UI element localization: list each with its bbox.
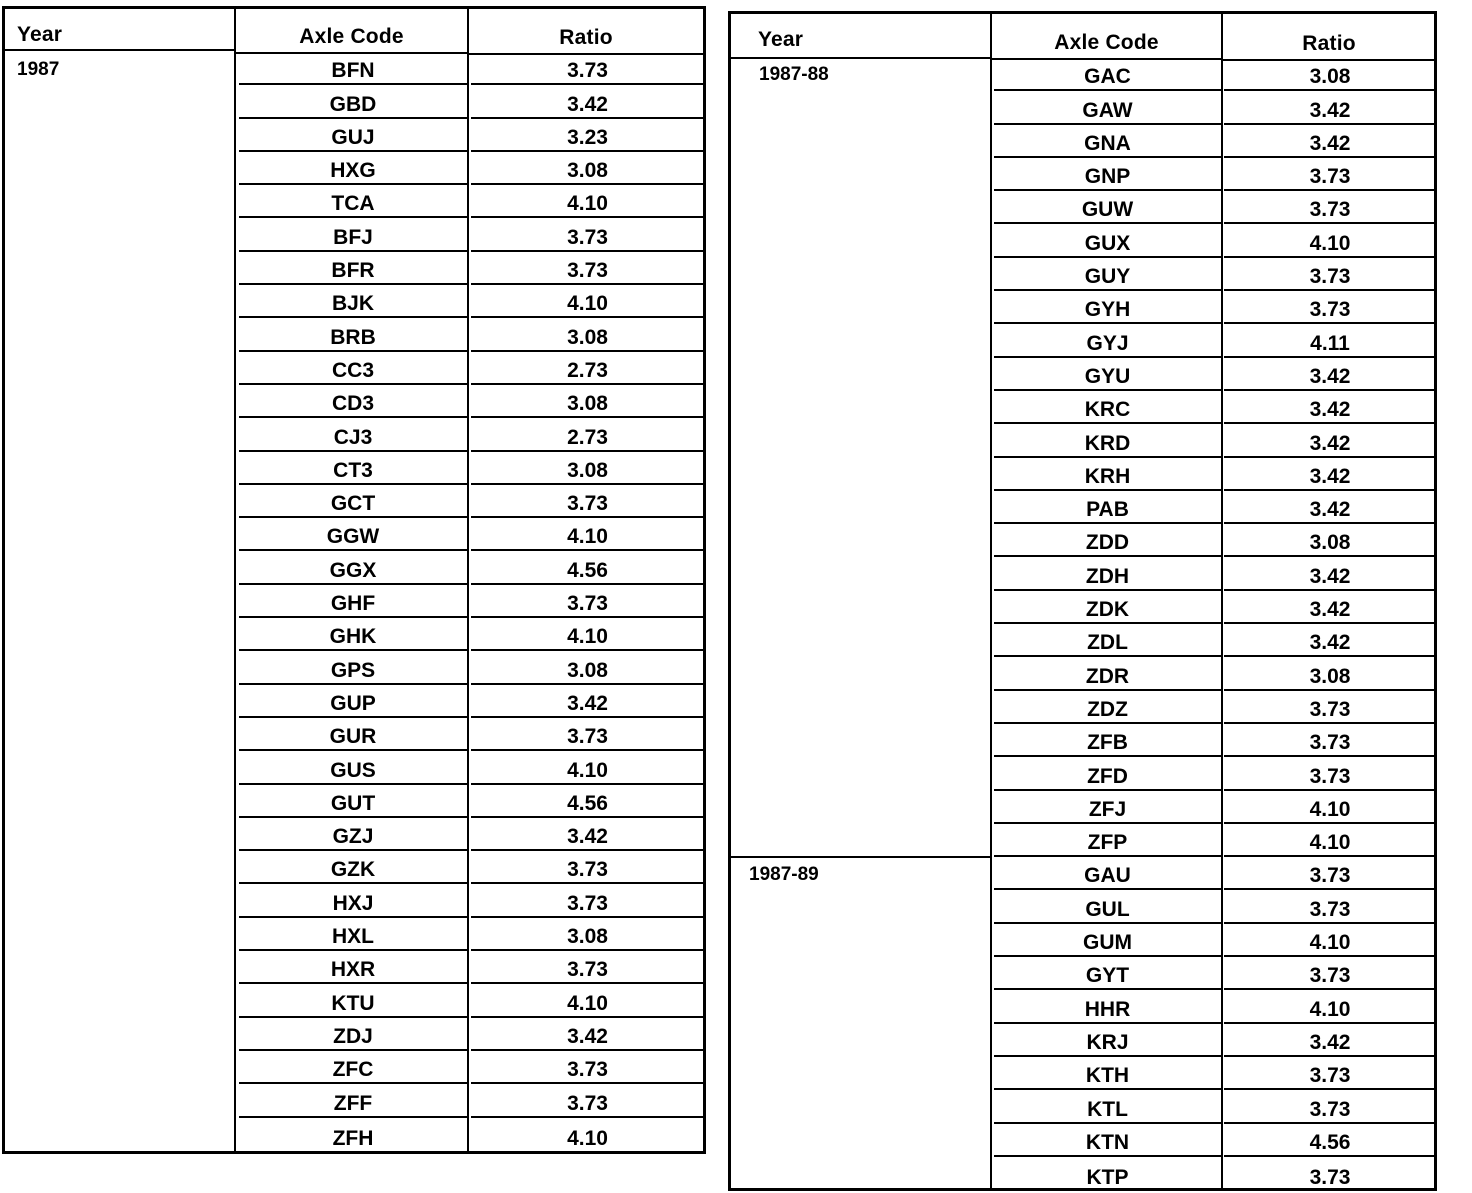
axle-code-cell: ZDR [994,660,1221,690]
axle-code-cell: ZDJ [239,1021,467,1051]
ratio-cell: 3.73 [1224,161,1436,191]
axle-code-cell: KTU [239,987,467,1017]
axle-code-cell: GYU [994,361,1221,391]
axle-code-cell: GCT [239,488,467,518]
table-row [992,427,1438,460]
ratio-cell: 4.10 [471,754,704,784]
ratio-cell: 3.42 [1224,560,1436,590]
axle-code-cell: GZK [239,854,467,884]
axle-code-cell: BFJ [239,221,467,251]
axle-code-cell: ZDZ [994,694,1221,724]
axle-code-cell: KTP [1086,1166,1129,1190]
ratio-cell: 3.08 [1224,527,1436,557]
axle-code-cell: CJ3 [239,421,467,451]
header-axle-code: Axle Code [299,25,404,48]
table-row [992,527,1438,560]
table-row [236,421,707,454]
year-group-label: 1987-89 [749,864,819,885]
table-row [992,1160,1438,1193]
axle-code-cell: GUP [239,688,467,718]
table-row [992,394,1438,427]
ratio-cell: 3.08 [471,921,704,951]
header-underline [236,52,467,54]
ratio-cell: 4.56 [471,554,704,584]
ratio-cell: 3.73 [471,1087,704,1117]
table-row [236,1054,707,1087]
table-row [236,654,707,687]
axle-code-cell: ZFF [239,1087,467,1117]
header-underline [731,57,990,59]
ratio-cell: 3.73 [1224,893,1436,923]
axle-code-cell: GYJ [994,327,1221,357]
ratio-cell: 4.10 [567,1126,608,1150]
ratio-cell: 3.73 [1224,1093,1436,1123]
table-row [236,88,707,121]
table-row [992,461,1438,494]
ratio-cell: 3.73 [1224,261,1436,291]
axle-code-cell: BFN [239,55,467,85]
table-row [236,721,707,754]
ratio-cell: 4.10 [471,521,704,551]
table-row [992,128,1438,161]
axle-code-cell: ZFP [994,827,1221,857]
table-row [992,794,1438,827]
table-row [992,327,1438,360]
table-row [992,294,1438,327]
ratio-cell: 3.73 [471,588,704,618]
ratio-cell: 3.08 [1224,660,1436,690]
table-row [236,1087,707,1120]
table-row [236,321,707,354]
axle-code-cell: GAU [994,860,1221,890]
ratio-cell: 3.08 [471,321,704,351]
axle-code-cell: GUJ [239,122,467,152]
table-row [992,194,1438,227]
axle-code-cell: GUM [994,927,1221,957]
axle-rows [236,55,707,1154]
ratio-cell: 3.73 [1224,294,1436,324]
axle-code-cell: GHF [239,588,467,618]
table-row [992,893,1438,926]
table-row [236,255,707,288]
ratio-cell: 3.42 [1224,94,1436,124]
axle-code-cell: GNA [994,128,1221,158]
table-row [992,694,1438,727]
axle-code-cell: HHR [994,993,1221,1023]
ratio-cell: 3.73 [471,887,704,917]
table-row [992,727,1438,760]
axle-code-cell: KRH [994,461,1221,491]
axle-ratio-table-left [2,6,706,1154]
header-underline [5,49,234,51]
axle-code-cell: GUR [239,721,467,751]
axle-code-cell: CT3 [239,455,467,485]
header-ratio: Ratio [1302,32,1356,55]
table-row [992,227,1438,260]
ratio-cell: 4.11 [1224,327,1436,357]
ratio-cell: 4.10 [471,987,704,1017]
axle-code-cell: KTN [994,1127,1221,1157]
axle-code-cell: GUL [994,893,1221,923]
axle-code-cell: ZFH [332,1126,374,1150]
ratio-cell: 4.10 [1224,827,1436,857]
table-row [992,660,1438,693]
axle-code-cell: GYT [994,960,1221,990]
axle-code-cell: KRD [994,427,1221,457]
ratio-cell: 3.73 [471,721,704,751]
table-row [236,488,707,521]
header-axle-code: Axle Code [1054,31,1159,54]
year-group-label: 1987 [17,59,60,80]
axle-code-cell: CC3 [239,355,467,385]
axle-code-cell: ZDH [994,560,1221,590]
table-row [236,521,707,554]
axle-code-cell: KTH [994,1060,1221,1090]
axle-code-cell: HXR [239,954,467,984]
ratio-cell: 3.42 [1224,427,1436,457]
axle-code-cell: BRB [239,321,467,351]
ratio-cell: 3.42 [1224,361,1436,391]
table-row [236,455,707,488]
table-row [236,887,707,920]
table-row [236,854,707,887]
table-row [992,1027,1438,1060]
table-row [236,388,707,421]
ratio-cell: 4.10 [471,288,704,318]
ratio-cell: 3.73 [1224,194,1436,224]
table-row [992,261,1438,294]
ratio-cell: 3.73 [471,854,704,884]
axle-code-cell: GAC [994,61,1221,91]
table-row [992,560,1438,593]
table-row [992,1127,1438,1160]
ratio-cell: 3.73 [471,954,704,984]
axle-code-cell: ZFD [994,760,1221,790]
ratio-cell: 3.42 [1224,128,1436,158]
axle-code-cell: KRJ [994,1027,1221,1057]
axle-code-cell: GNP [994,161,1221,191]
table-row [236,155,707,188]
table-row [236,754,707,787]
axle-code-cell: ZDD [994,527,1221,557]
axle-code-cell: KRC [994,394,1221,424]
table-row [992,1093,1438,1126]
axle-code-cell: GBD [239,88,467,118]
ratio-cell: 3.42 [1224,394,1436,424]
table-row [992,927,1438,960]
table-row [236,188,707,221]
table-row [992,993,1438,1026]
table-row [236,355,707,388]
header-year: Year [17,23,63,46]
ratio-cell: 3.73 [471,488,704,518]
ratio-cell: 3.73 [471,55,704,85]
ratio-cell: 3.73 [471,255,704,285]
table-row [236,588,707,621]
ratio-cell: 3.42 [1224,461,1436,491]
ratio-cell: 3.08 [471,155,704,185]
table-row [236,954,707,987]
axle-code-cell: GHK [239,621,467,651]
axle-code-cell: GPS [239,654,467,684]
axle-code-cell: GZJ [239,821,467,851]
ratio-cell: 2.73 [471,421,704,451]
axle-code-cell: BJK [239,288,467,318]
table-row [992,94,1438,127]
ratio-cell: 3.42 [471,88,704,118]
axle-code-cell: HXL [239,921,467,951]
axle-code-cell: ZFC [239,1054,467,1084]
table-row [992,627,1438,660]
axle-code-cell: GGW [239,521,467,551]
table-row [992,61,1438,94]
table-row [992,361,1438,394]
axle-code-cell: HXJ [239,887,467,917]
ratio-cell: 4.10 [1224,927,1436,957]
ratio-cell: 4.10 [471,188,704,218]
axle-code-cell: GUS [239,754,467,784]
header-ratio: Ratio [559,26,613,49]
table-row [992,960,1438,993]
ratio-cell: 3.08 [471,455,704,485]
ratio-cell: 3.08 [471,654,704,684]
axle-rows [992,61,1438,1193]
ratio-cell: 3.73 [1224,727,1436,757]
table-row [992,161,1438,194]
table-row [236,1021,707,1054]
axle-ratio-table-right [728,11,1437,1191]
table-row [236,821,707,854]
table-row [236,554,707,587]
ratio-cell: 3.42 [471,688,704,718]
ratio-cell: 4.56 [471,788,704,818]
axle-code-cell: GUY [994,261,1221,291]
axle-code-cell: ZDL [994,627,1221,657]
table-row [236,122,707,155]
axle-code-cell: GUW [994,194,1221,224]
axle-code-cell: GAW [994,94,1221,124]
ratio-cell: 4.10 [1224,227,1436,257]
ratio-cell: 4.10 [1224,993,1436,1023]
ratio-cell: 3.42 [1224,1027,1436,1057]
ratio-cell: 3.73 [471,1054,704,1084]
ratio-cell: 3.42 [1224,594,1436,624]
axle-code-cell: HXG [239,155,467,185]
ratio-cell: 3.73 [471,221,704,251]
year-group-separator [731,856,990,858]
table-row [236,55,707,88]
table-row [236,688,707,721]
axle-code-cell: GYH [994,294,1221,324]
table-row [992,760,1438,793]
axle-code-cell: PAB [994,494,1221,524]
ratio-cell: 3.73 [1224,860,1436,890]
ratio-cell: 4.10 [471,621,704,651]
axle-code-cell: GUX [994,227,1221,257]
table-row [992,827,1438,860]
axle-code-cell: GGX [239,554,467,584]
ratio-cell: 3.73 [1224,694,1436,724]
table-row [236,288,707,321]
table-row [236,921,707,954]
axle-code-cell: ZFB [994,727,1221,757]
ratio-cell: 3.73 [1309,1166,1351,1190]
table-row [992,1060,1438,1093]
table-row [236,1121,707,1154]
ratio-cell: 3.08 [1224,61,1436,91]
table-row [992,860,1438,893]
table-row [236,221,707,254]
axle-code-cell: BFR [239,255,467,285]
table-row [992,494,1438,527]
header-year: Year [758,28,804,51]
axle-code-cell: CD3 [239,388,467,418]
ratio-cell: 3.42 [471,821,704,851]
header-underline [992,58,1221,60]
ratio-cell: 3.42 [1224,627,1436,657]
table-row [236,987,707,1020]
ratio-cell: 3.73 [1224,760,1436,790]
ratio-cell: 3.23 [471,122,704,152]
ratio-cell: 3.73 [1224,1060,1436,1090]
table-row [236,788,707,821]
year-group-label: 1987-88 [759,64,829,85]
table-row [236,621,707,654]
ratio-cell: 4.56 [1224,1127,1436,1157]
table-row [992,594,1438,627]
ratio-cell: 3.42 [1224,494,1436,524]
ratio-cell: 3.73 [1224,960,1436,990]
axle-code-cell: TCA [239,188,467,218]
axle-code-cell: ZDK [994,594,1221,624]
ratio-cell: 2.73 [471,355,704,385]
ratio-cell: 3.42 [471,1021,704,1051]
axle-code-cell: GUT [239,788,467,818]
axle-code-cell: KTL [994,1093,1221,1123]
ratio-cell: 3.08 [471,388,704,418]
ratio-cell: 4.10 [1224,794,1436,824]
axle-code-cell: ZFJ [994,794,1221,824]
